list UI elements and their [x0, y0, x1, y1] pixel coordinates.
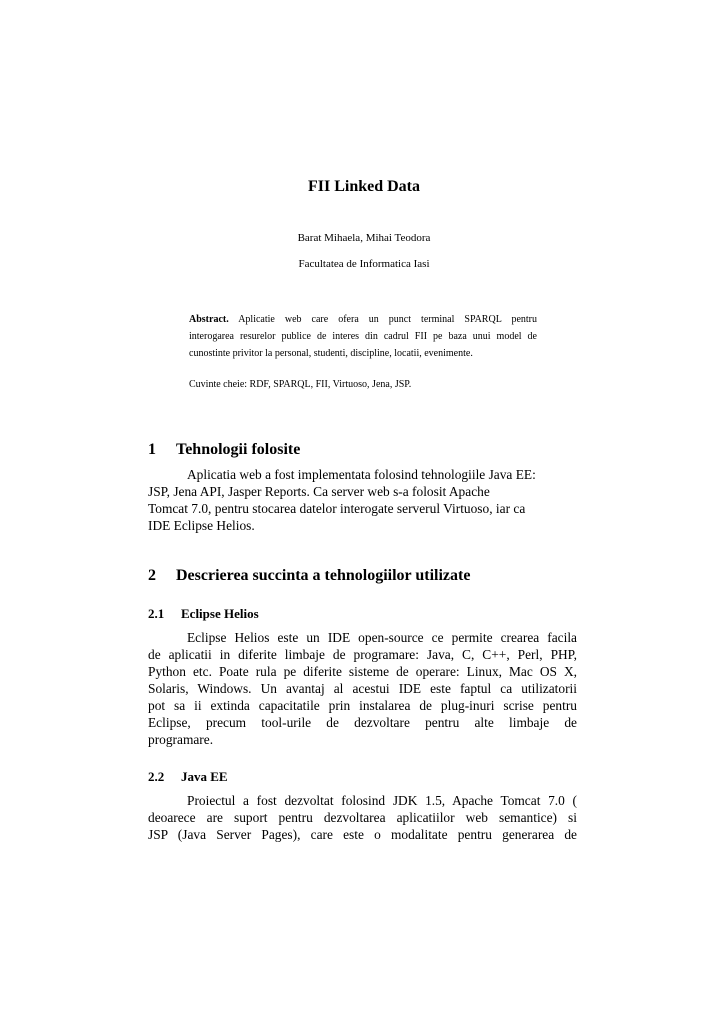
- abstract-line: Aplicatie web care ofera un punct terminal SPARQL pentru: [238, 314, 538, 325]
- paper-title: FII Linked Data: [307, 178, 421, 195]
- body-line: Python etc. Poate rula pe diferite sisteme de operare: Linux, Mac OS X,: [148, 664, 577, 679]
- body-line: de aplicatii in diferite limbaje de programare: Java, C, C++, Perl, PHP,: [148, 647, 577, 662]
- section-heading: [148, 441, 588, 459]
- subsection-2-1-body: [148, 629, 577, 748]
- body-line: JSP, Jena API, Jasper Reports. Ca server web s-a folosit Apache: [148, 484, 490, 499]
- section-number: 2: [148, 567, 156, 584]
- body-line: pot sa ii extinda capacitatile prin instalarea de plug-inuri scrise pentru: [148, 698, 577, 713]
- abstract-label: Abstract.: [189, 314, 229, 325]
- body-line: IDE Eclipse Helios.: [148, 518, 255, 533]
- abstract: [189, 311, 537, 362]
- subsection-2-2-body: [148, 792, 577, 843]
- section-title: Descrierea succinta a tehnologiilor utilizate: [176, 567, 471, 584]
- body-line: Eclipse Helios este un IDE open-source ce permite crearea facila: [187, 630, 577, 645]
- body-line: Tomcat 7.0, pentru stocarea datelor interogate serverul Virtuoso, iar ca: [148, 501, 526, 516]
- section-title: Tehnologii folosite: [176, 441, 301, 458]
- abstract-line: interogarea resurelor publice de interes din cadrul FII pe baza unui model de: [189, 331, 537, 342]
- body-line: Aplicatia web a fost implementata folosind tehnologiile Java EE:: [187, 467, 536, 482]
- keywords: Cuvinte cheie: RDF, SPARQL, FII, Virtuoso, Jena, JSP.: [189, 379, 412, 390]
- paper-affiliation: Facultatea de Informatica Iasi: [298, 258, 430, 270]
- paper-authors: Barat Mihaela, Mihai Teodora: [297, 232, 431, 244]
- body-line: programare.: [148, 732, 214, 747]
- body-line: Eclipse, precum tool-urile de dezvoltare pentru alte limbaje de: [148, 715, 577, 730]
- body-line: JSP (Java Server Pages), care este o modalitate pentru generarea de: [148, 827, 577, 842]
- subsection-heading: [148, 606, 588, 622]
- body-line: Proiectul a fost dezvoltat folosind JDK 1.5, Apache Tomcat 7.0 (: [187, 793, 577, 808]
- body-line: Solaris, Windows. Un avantaj al acestui IDE este faptul ca utilizatorii: [148, 681, 577, 696]
- subsection-title: Eclipse Helios: [181, 606, 259, 621]
- abstract-line: cunostinte privitor la personal, studenti, discipline, locatii, evenimente.: [189, 348, 473, 359]
- section-number: 1: [148, 441, 156, 458]
- subsection-heading: [148, 769, 588, 785]
- body-line: deoarece are suport pentru dezvoltarea aplicatiilor web semantice) si: [148, 810, 577, 825]
- subsection-number: 2.1: [148, 606, 165, 621]
- section-heading: [148, 567, 588, 585]
- subsection-title: Java EE: [181, 769, 228, 784]
- section-1-body: [148, 466, 577, 534]
- subsection-number: 2.2: [148, 769, 165, 784]
